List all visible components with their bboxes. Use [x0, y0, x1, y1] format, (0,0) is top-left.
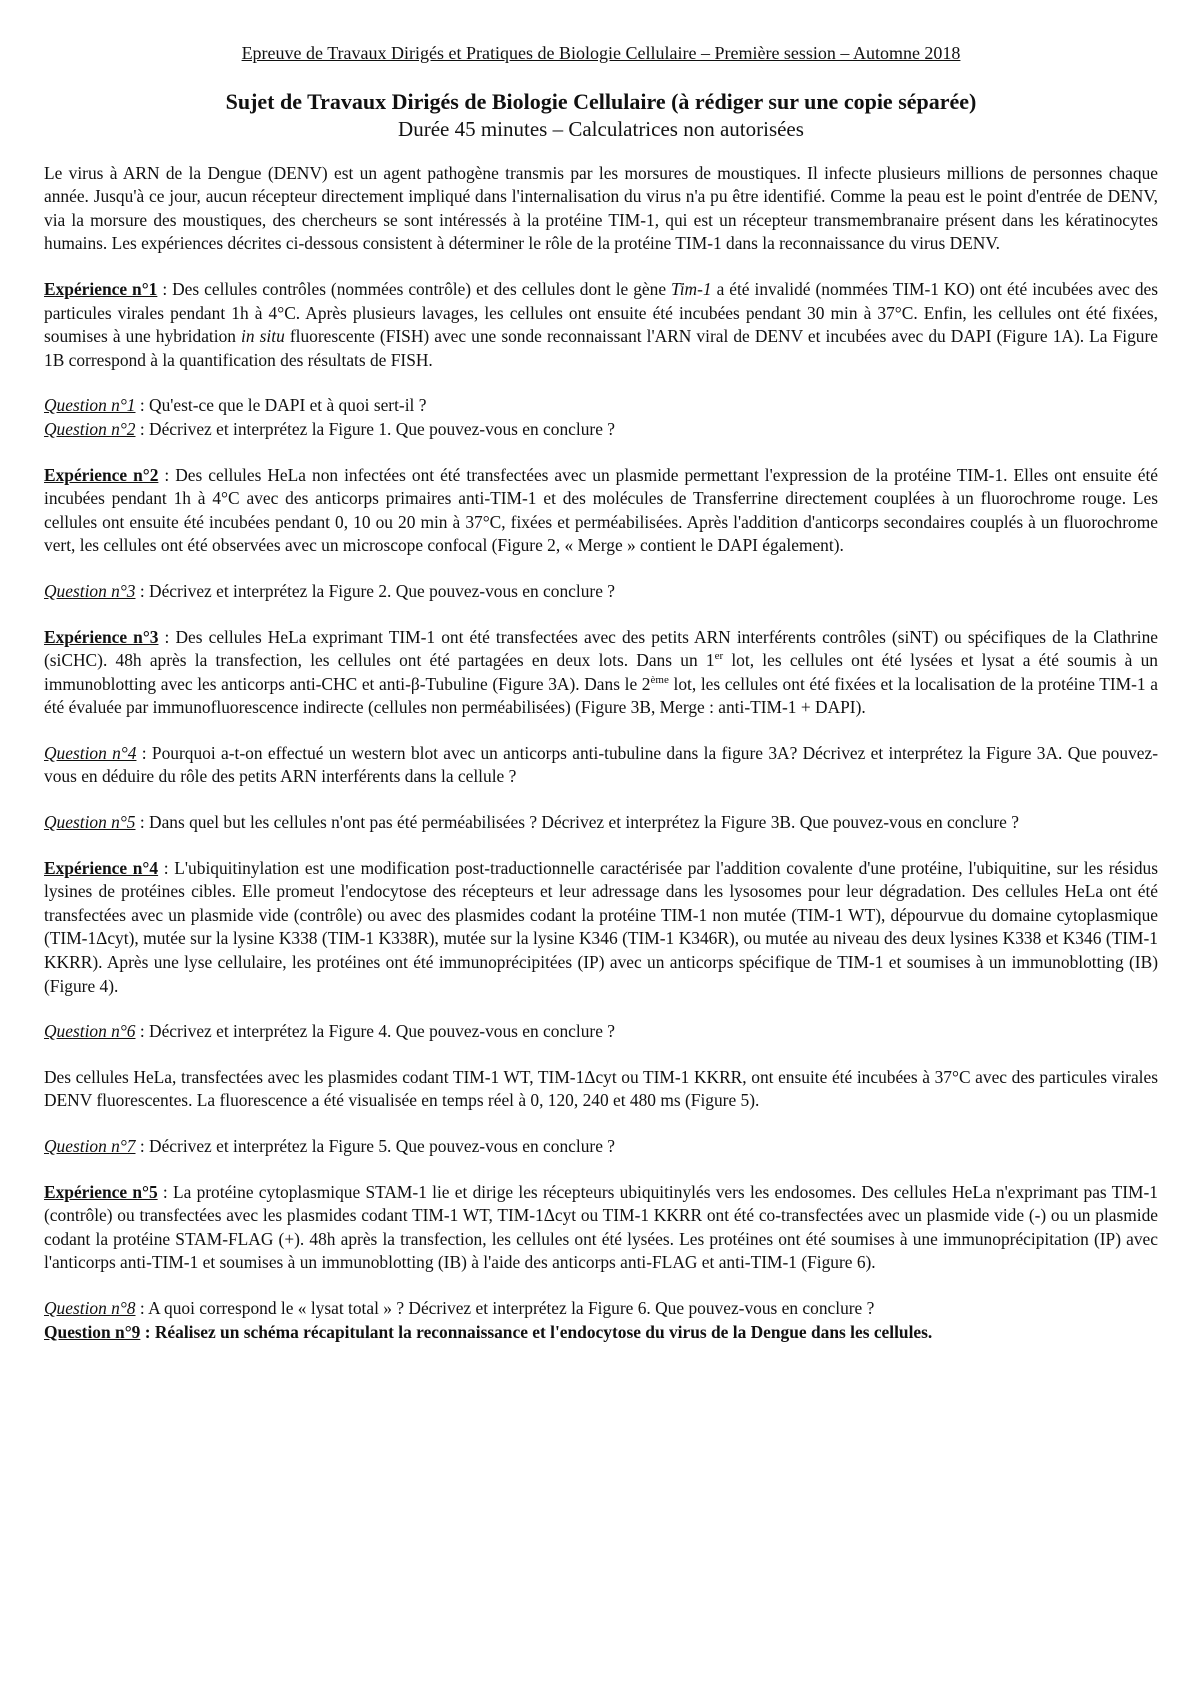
document-subtitle: Durée 45 minutes – Calculatrices non autorisées — [398, 116, 804, 141]
experiment-4-text: : L'ubiquitinylation est une modification post-traductionnelle caractérisée par l'addition covalente d'une protéine, l'ubiquitine, sur les résidus lysines de protéines cibles. Elle promeut l'endocytose des récepteurs et leur adressage dans les lysosomes pour leur dégradation. Des cellules HeLa ont été transfectées avec un plasmide vide (contrôle) ou avec des plasmides codant la protéine TIM-1 non mutée (TIM-1 WT), dépourvue du domaine cytoplasmique (TIM-1Δcyt), mutée sur la lysine K338 (TIM-1 K338R), mutée sur la lysine K346 (TIM-1 K346R), ou mutée au niveau des deux lysines K338 et K346 (TIM-1 KKRR). Après une lyse cellulaire, les protéines ont été immunoprécipitées (IP) avec un anticorps spécifique de TIM-1 et soumises à un immunoblotting (IB) (Figure 4). — [44, 857, 1158, 996]
experiment-1-label: Expérience n°1 — [44, 278, 158, 299]
experiment-3-paragraph — [44, 626, 1158, 720]
experiment-1-paragraph — [44, 278, 1158, 372]
question-5 — [44, 811, 1158, 835]
question-5-text: : Dans quel but les cellules n'ont pas été perméabilisées ? Décrivez et interprétez la Figure 3B. Que pouvez-vous en conclure ? — [135, 812, 1019, 833]
question-8-text: : A quoi correspond le « lysat total » ? Décrivez et interprétez la Figure 6. Que pouvez-vous en conclure ? — [135, 1297, 875, 1318]
question-2 — [44, 418, 1158, 442]
experiment-1-text-a: Des cellules contrôles (nommées contrôle) et des cellules dont le gène — [172, 278, 672, 299]
experiment-5-paragraph — [44, 1181, 1158, 1275]
question-1-label: Question n°1 — [44, 395, 136, 416]
question-8-label: Question n°8 — [44, 1297, 136, 1318]
question-7-label: Question n°7 — [44, 1136, 136, 1156]
experiment-1-insitu: in situ — [241, 326, 285, 347]
experiment-1-text-c: fluorescente (FISH) avec une sonde reconnaissant l'ARN viral de DENV et incubées avec du DAPI (Figure 1A). La Figure 1B correspond à la quantification des résultats de FISH. — [44, 326, 1158, 370]
experiment-2-text: : Des cellules HeLa non infectées ont été transfectées avec un plasmide permettant l'expression de la protéine TIM-1. Elles ont ensuite été incubées pendant 1h à 4°C avec des anticorps primaires anti-TIM-1 et des molécules de Transferrine directement couplées à un fluorochrome rouge. Les cellules ont ensuite été incubées pendant 0, 10 ou 20 min à 37°C, fixées et perméabilisées. Après l'addition d'anticorps secondaires couplés à un fluorochrome vert, les cellules ont été observées avec un microscope confocal (Figure 2, « Merge » contient le DAPI également). — [44, 464, 1159, 556]
experiment-1-gene: Tim-1 — [671, 278, 712, 299]
question-6-label: Question n°6 — [44, 1021, 136, 1042]
exam-header: Epreuve de Travaux Dirigés et Pratiques de Biologie Cellulaire – Première session – Automne 2018 — [241, 43, 961, 63]
experiment-3-text-c: lot, les cellules ont été fixées et la localisation de la protéine TIM-1 a été évaluée par immunofluorescence indirecte (cellules non perméabilisées) (Figure 3B, Merge : anti-TIM-1 + DAPI). — [44, 673, 1158, 718]
question-4-label: Question n°4 — [44, 742, 137, 763]
experiment-3-text-b: lot, les cellules ont été lysées et lysat a été soumis à un immunoblotting avec les anticorps anti-CHC et anti-β-Tubuline (Figure 3A). Dans le 2 — [44, 650, 1158, 694]
experiment-4-label: Expérience n°4 — [44, 857, 159, 878]
experiment-3-sup-2: ème — [650, 673, 669, 686]
question-3-text: : Décrivez et interprétez la Figure 2. Que pouvez-vous en conclure ? — [135, 580, 615, 601]
experiment-2-paragraph — [44, 464, 1158, 558]
experiment-4-paragraph — [44, 857, 1158, 999]
question-1-text: : Qu'est-ce que le DAPI et à quoi sert-il ? — [135, 395, 427, 416]
experiment-3-sup-1: er — [714, 650, 724, 663]
question-6 — [44, 1020, 1158, 1044]
question-4-text: : Pourquoi a-t-on effectué un western blot avec un anticorps anti-tubuline dans la figure 3A? Décrivez et interprétez la Figure 3A. Que pouvez-vous en déduire du rôle des petits ARN interférents dans la cellule ? — [44, 742, 1158, 787]
question-9 — [44, 1321, 1158, 1345]
experiment-4b-paragraph: Des cellules HeLa, transfectées avec les plasmides codant TIM-1 WT, TIM-1Δcyt ou TIM-1 KKRR, ont ensuite été incubées à 37°C avec des particules virales DENV fluorescentes. La fluorescence a été visualisée en temps réel à 0, 120, 240 et 480 ms (Figure 5). — [44, 1066, 1158, 1111]
experiment-2-label: Expérience n°2 — [44, 464, 159, 485]
experiment-3-text-a: : Des cellules HeLa exprimant TIM-1 ont été transfectées avec des petits ARN interférents contrôles (siNT) ou spécifiques de la Clathrine (siCHC). 48h après la transfection, les cellules ont été partagées en deux lots. Dans un 1 — [44, 626, 1158, 671]
document-title: Sujet de Travaux Dirigés de Biologie Cellulaire (à rédiger sur une copie séparée) — [225, 88, 977, 114]
question-7 — [44, 1135, 1158, 1159]
question-2-text: : Décrivez et interprétez la Figure 1. Que pouvez-vous en conclure ? — [135, 418, 615, 439]
question-4 — [44, 742, 1158, 789]
experiment-1-sep: : — [157, 278, 173, 299]
experiment-5-label: Expérience n°5 — [44, 1181, 158, 1202]
experiment-1-text-b: a été invalidé (nommées TIM-1 KO) ont été incubées avec des particules virales pendant 1h à 4°C. Après plusieurs lavages, les cellules ont ensuite été incubées pendant 30 min à 37°C. Enfin, les cellules ont été fixées, soumises à une hybridation — [44, 278, 1158, 347]
experiment-5-text: : La protéine cytoplasmique STAM-1 lie et dirige les récepteurs ubiquitinylés vers les endosomes. Des cellules HeLa n'exprimant pas TIM-1 (contrôle) ou transfectées avec les plasmides codant TIM-1 WT, TIM-1Δcyt ou TIM-1 KKRR ont été co-transfectées avec un plasmide vide (-) ou un plasmide codant la protéine STAM-FLAG (+). 48h après la transfection, les cellules ont été lysées. Les protéines ont été soumises à une immunoprécipitation (IP) avec l'anticorps anti-TIM-1 et soumises à un immunoblotting (IB) à l'aide des anticorps anti-FLAG et anti-TIM-1 (Figure 6). — [44, 1181, 1159, 1273]
question-9-label: Question n°9 — [44, 1321, 141, 1342]
question-5-label: Question n°5 — [44, 812, 136, 833]
question-3-label: Question n°3 — [44, 580, 136, 601]
question-3 — [44, 580, 1158, 604]
question-8 — [44, 1297, 1158, 1321]
question-9-text: : Réalisez un schéma récapitulant la reconnaissance et l'endocytose du virus de la Dengue dans les cellules. — [140, 1321, 933, 1342]
experiment-3-label: Expérience n°3 — [44, 626, 159, 647]
question-7-text: : Décrivez et interprétez la Figure 5. Que pouvez-vous en conclure ? — [135, 1136, 615, 1156]
question-1 — [44, 394, 1158, 418]
intro-paragraph: Le virus à ARN de la Dengue (DENV) est un agent pathogène transmis par les morsures de moustiques. Il infecte plusieurs millions de personnes chaque année. Jusqu'à ce jour, aucun récepteur directement impliqué dans l'internalisation du virus n'a pu être identifié. Comme la peau est le point d'entrée de DENV, via la morsure des moustiques, des chercheurs se sont intéressés à la protéine TIM-1, qui est un récepteur transmembranaire présent dans les kératinocytes humains. Les expériences décrites ci-dessous consistent à déterminer le rôle de la protéine TIM-1 dans la reconnaissance du virus DENV. — [44, 162, 1158, 254]
question-6-text: : Décrivez et interprétez la Figure 4. Que pouvez-vous en conclure ? — [135, 1021, 615, 1042]
question-2-label: Question n°2 — [44, 418, 136, 439]
